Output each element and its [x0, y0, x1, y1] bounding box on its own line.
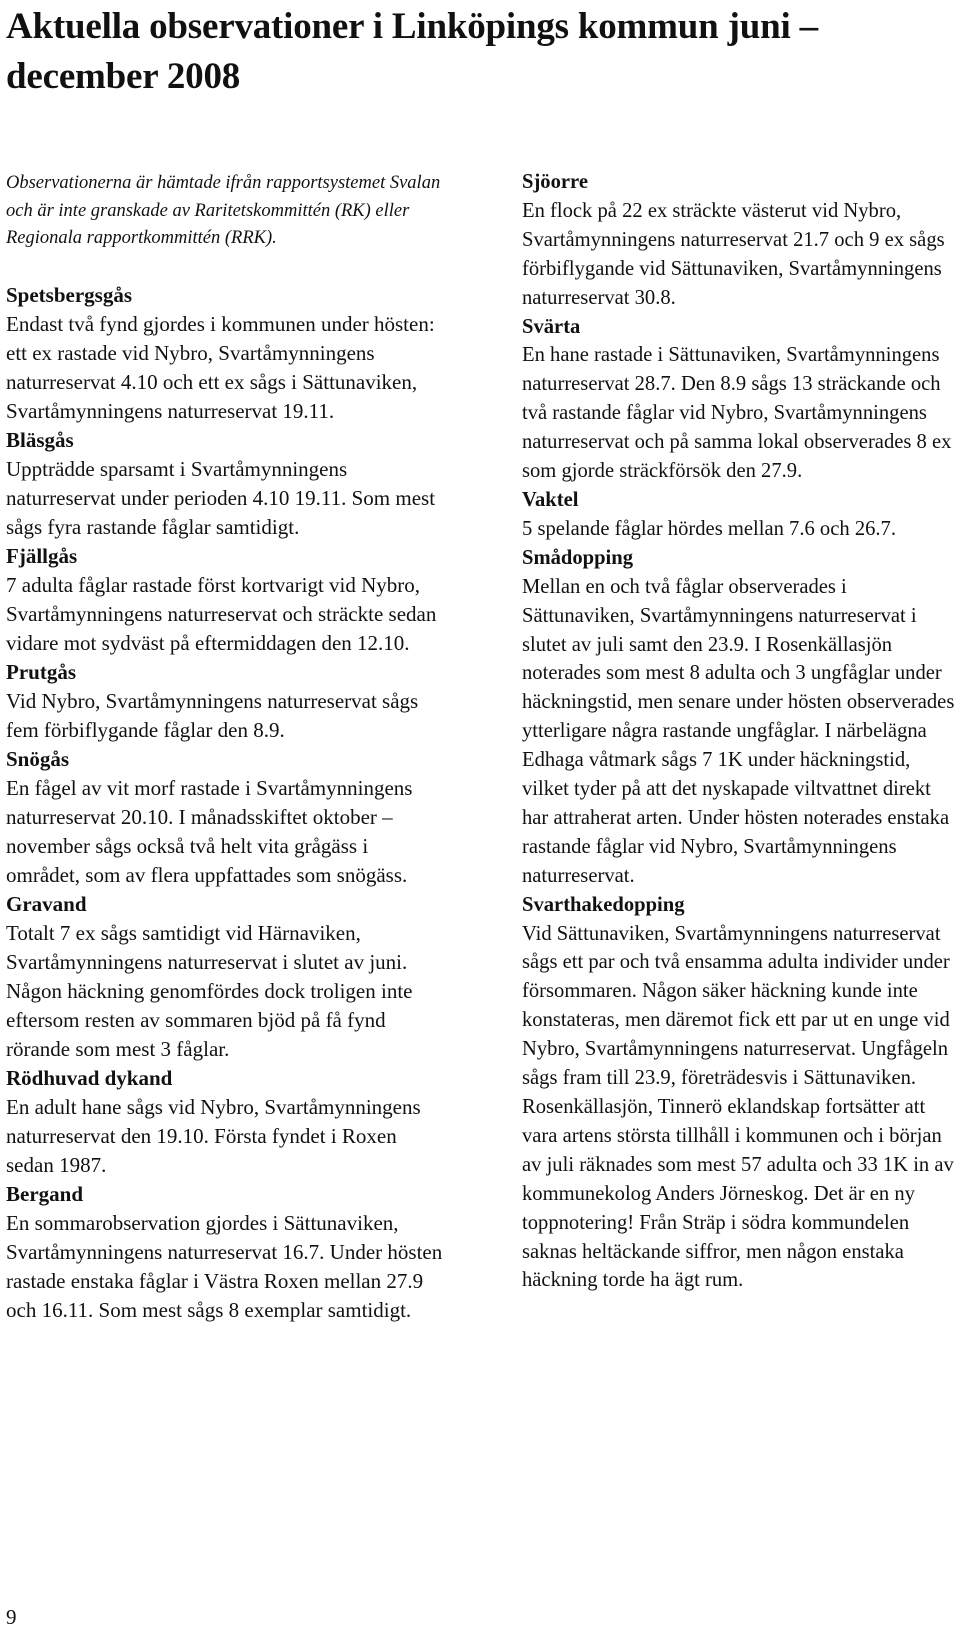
- species-heading: Sjöorre: [522, 171, 588, 193]
- species-text: En fågel av vit morf rastade i Svartåmynningens naturreservat 20.10. I månadsskiftet oktober – november sågs också två helt vita grågäss i området, som av flera uppfattades som snögäss.: [6, 775, 413, 887]
- species-heading: Gravand: [6, 891, 87, 916]
- species-heading: Fjällgås: [6, 543, 78, 568]
- species-heading: Vaktel: [522, 488, 579, 511]
- species-heading: Smådopping: [522, 546, 634, 569]
- page-number: 9: [6, 1605, 17, 1629]
- right-column: [522, 168, 958, 1295]
- left-column: [6, 170, 446, 1325]
- species-entry: [6, 426, 446, 542]
- species-text: En sommarobservation gjordes i Sättunaviken, Svartåmynningens naturreservat 16.7. Under hösten rastade enstaka fåglar i Västra Roxen mellan 27.9 och 16.11. Som mest sågs 8 exemplar samtidigt.: [6, 1210, 443, 1322]
- species-text: Mellan en och två fåglar observerades i Sättunaviken, Svartåmynningens naturreservat i slutet av juli samt den 23.9. I Rosenkällasjön noterades som mest 8 adulta och 3 ungfåglar under häckningstid, men senare under hösten observerades ytterligare några rastande ungfåglar. I närbelägna Edhaga våtmark sågs 7 1K under häckningstid, vilket tyder på att det nyskapade viltvattnet direkt har attraherat arten. Under hösten noterades enstaka rastande fåglar vid Nybro, Svartåmynningens naturreservat.: [522, 575, 955, 887]
- species-entry: [522, 486, 958, 544]
- species-entry: [6, 1180, 446, 1325]
- species-entry: [6, 1064, 446, 1180]
- species-text: Vid Nybro, Svartåmynningens naturreservat sågs fem förbiflygande fåglar den 8.9.: [6, 688, 419, 742]
- species-text: Totalt 7 ex sågs samtidigt vid Härnaviken, Svartåmynningens naturreservat i slutet av juni. Någon häckning genomfördes dock troligen inte eftersom resten av sommaren bjöd på få fynd rörande som mest 3 fåglar.: [6, 920, 413, 1061]
- species-heading: Rödhuvad dykand: [6, 1065, 173, 1090]
- species-entry: [6, 658, 446, 745]
- species-text: 5 spelande fåglar hördes mellan 7.6 och 26.7.: [522, 517, 897, 540]
- species-heading: Svärta: [522, 315, 581, 338]
- species-heading: Bergand: [6, 1181, 84, 1206]
- species-text: En flock på 22 ex sträckte västerut vid Nybro, Svartåmynningens naturreservat 21.7 och 9 ex sågs förbiflygande vid Sättunaviken, Svartåmynningens naturreservat 30.8.: [522, 199, 945, 309]
- species-text: Endast två fynd gjordes i kommunen under hösten: ett ex rastade vid Nybro, Svartåmynningens naturreservat 4.10 och ett ex sågs i Sättunaviken, Svartåmynningens naturreservat 19.11.: [6, 311, 435, 423]
- species-entry: [522, 891, 958, 1296]
- species-entry: [6, 542, 446, 658]
- intro-note: Observationerna är hämtade ifrån rapportsystemet Svalan och är inte granskade av Raritetskommittén (RK) eller Regionala rapportkommittén (RRK).: [6, 173, 441, 248]
- species-entry: [6, 745, 446, 890]
- species-heading: Prutgås: [6, 659, 76, 684]
- species-text: 7 adulta fåglar rastade först kortvarigt vid Nybro, Svartåmynningens naturreservat och sträckte sedan vidare mot sydväst på eftermiddagen den 12.10.: [6, 572, 437, 655]
- species-heading: Snögås: [6, 746, 70, 771]
- species-text: Uppträdde sparsamt i Svartåmynningens naturreservat under perioden 4.10 19.11. Som mest sågs fyra rastande fåglar samtidigt.: [6, 456, 436, 539]
- species-entry: [522, 168, 958, 313]
- species-heading: Svarthakedopping: [522, 893, 685, 916]
- species-text: Vid Sättunaviken, Svartåmynningens naturreservat sågs ett par och två ensamma adulta individer under försommaren. Någon säker häckning kunde inte konstateras, men däremot fick ett par ut en unge vid Nybro, Svartåmynningens naturreservat. Ungfågeln sågs fram till 23.9, företrädesvis i Sättunaviken. Rosenkällasjön, Tinnerö eklandskap fortsätter att vara artens största tillhåll i kommunen och i början av juli räknades som mest 57 adulta och 33 1K in av kommunekolog Anders Jörneskog. Det är en ny toppnotering! Från Sträp i södra kommundelen saknas heltäckande siffror, men någon enstaka häckning torde ha ägt rum.: [522, 922, 954, 1292]
- species-entry: [522, 313, 958, 486]
- species-heading: Spetsbergsgås: [6, 282, 133, 307]
- species-entry: [522, 544, 958, 891]
- species-text: En hane rastade i Sättunaviken, Svartåmynningens naturreservat 28.7. Den 8.9 sågs 13 sträckande och två rastande fåglar vid Nybro, Svartåmynningens naturreservat och på samma lokal observerades 8 ex som gjorde sträckförsök den 27.9.: [522, 344, 952, 483]
- species-text: En adult hane sågs vid Nybro, Svartåmynningens naturreservat den 19.10. Första fyndet i Roxen sedan 1987.: [6, 1094, 421, 1177]
- species-heading: Bläsgås: [6, 427, 74, 452]
- page-title: Aktuella observationer i Linköpings kommun juni – december 2008: [6, 6, 818, 97]
- species-entry: [6, 281, 446, 426]
- species-entry: [6, 890, 446, 1064]
